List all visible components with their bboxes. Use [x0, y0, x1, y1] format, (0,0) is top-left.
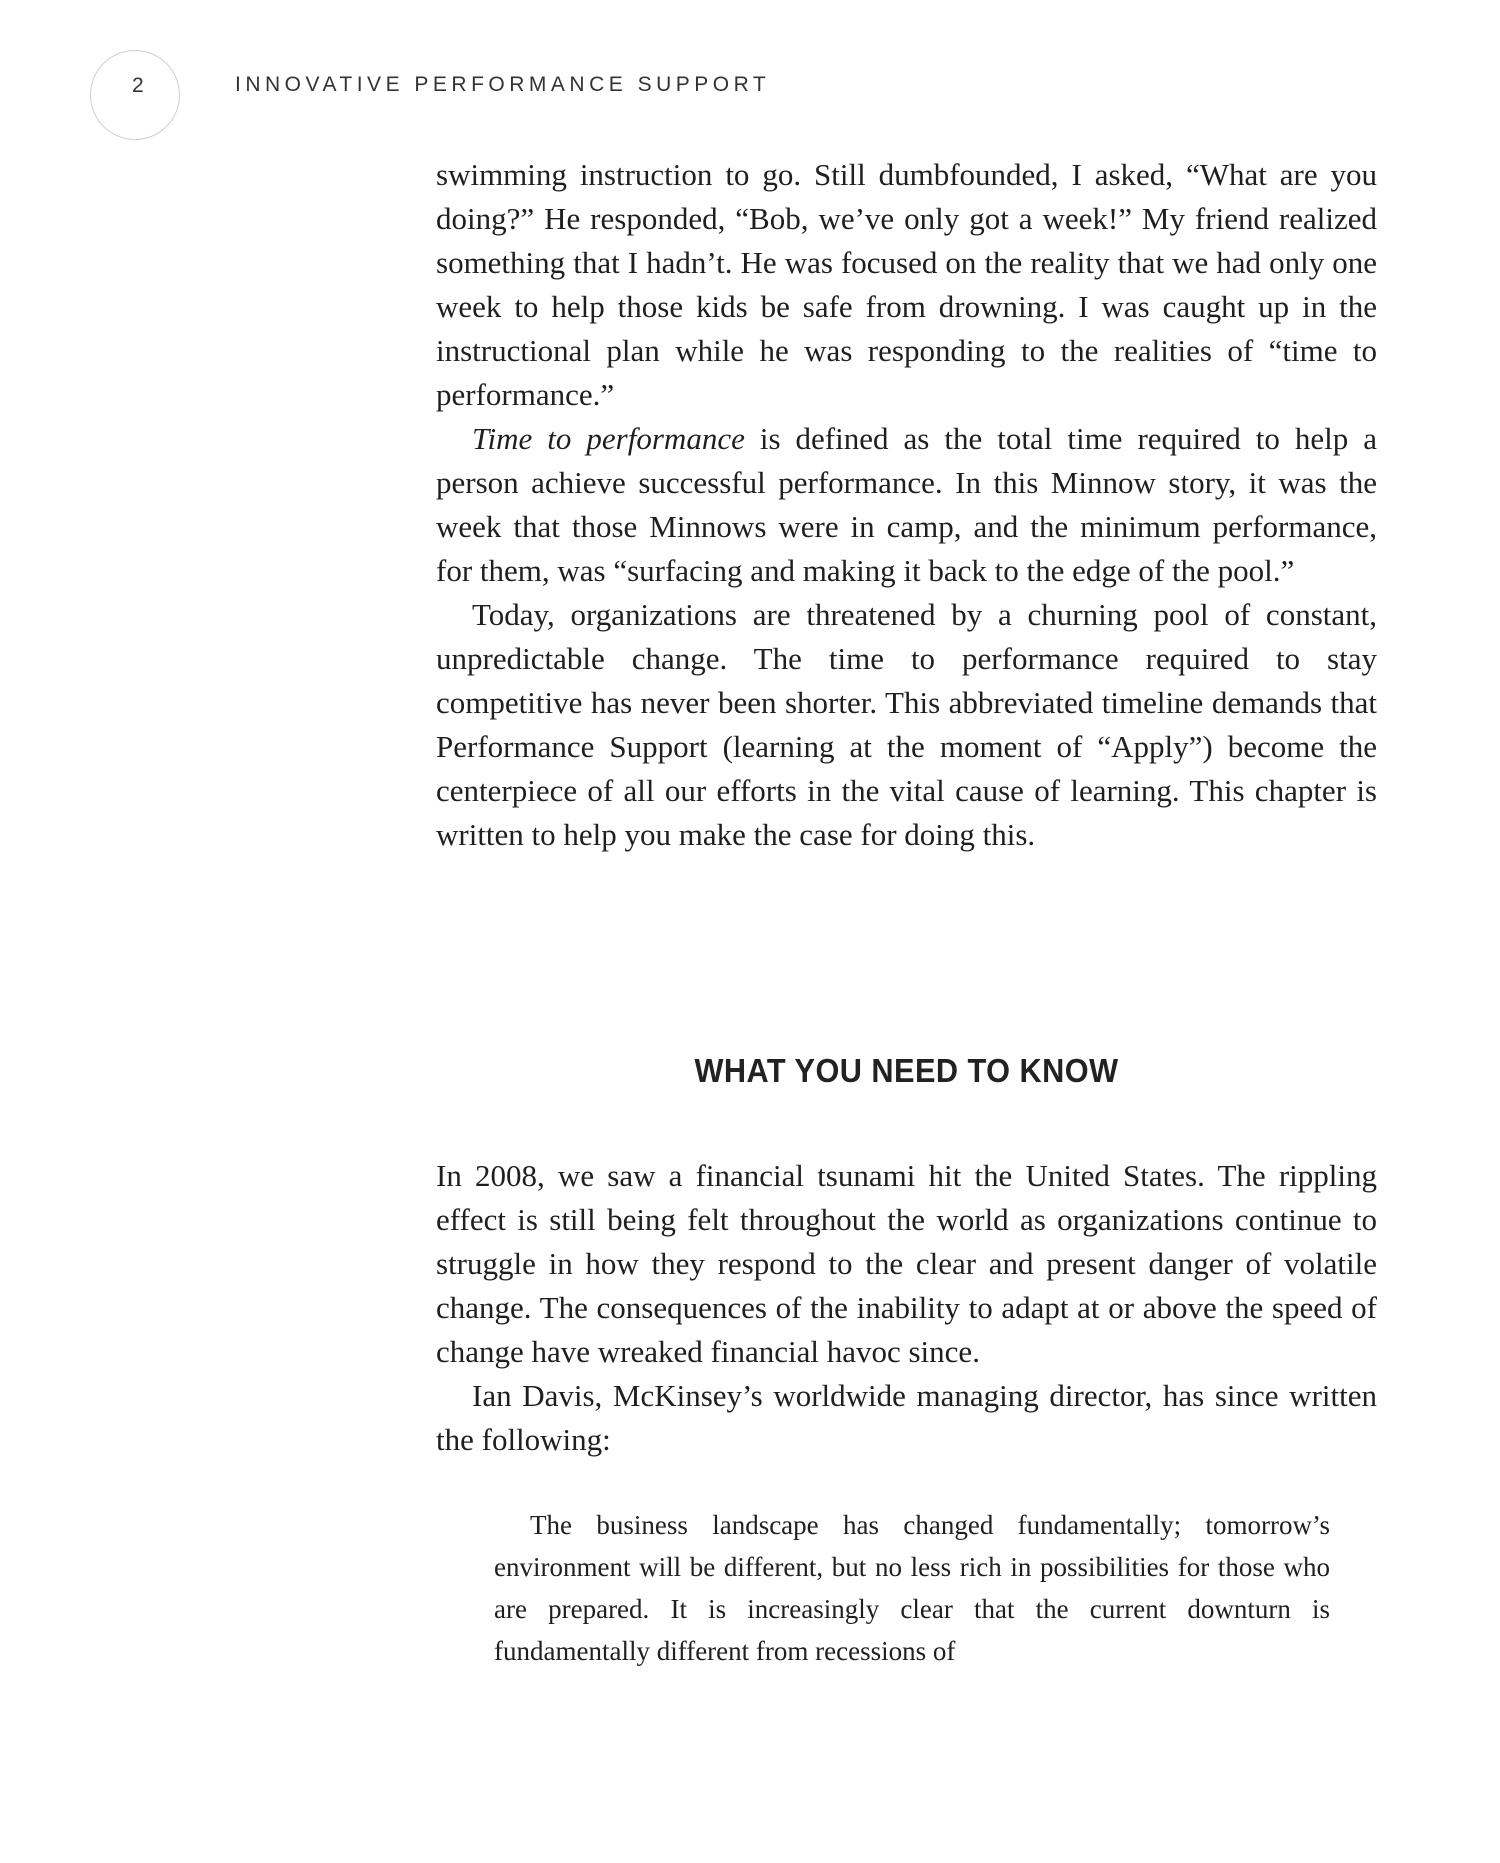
section-text-block — [436, 1154, 1377, 1462]
block-quote: The business landscape has changed fundamentally; tomorrow’s environment will be different, but no less rich in possibilities for those who are prepared. It is increasingly clear that the current downturn is fundamentally different from recessions of — [494, 1510, 1330, 1666]
section-heading: WHAT YOU NEED TO KNOW — [694, 1052, 1119, 1089]
paragraph-time-to-performance — [436, 417, 1377, 593]
running-header: INNOVATIVE PERFORMANCE SUPPORT — [235, 73, 771, 96]
paragraph-definition: is defined as the total time required to help a person achieve successful performance. In this Minnow story, it was the week that those Minnows were in camp, and the minimum performance, for them, was “surfacing and making it back to the edge of the pool.” — [436, 421, 1378, 588]
intro-text-block — [436, 153, 1377, 857]
paragraph-organizations: Today, organizations are threatened by a churning pool of constant, unpredictable change. The time to performance required to stay competitive has never been shorter. This abbreviated timeline demands that Performance Support (learning at the moment of “Apply”) become the centerpiece of all our efforts in the vital cause of learning. This chapter is written to help you make the case for doing this. — [436, 597, 1377, 852]
page-number: 2 — [132, 74, 144, 97]
term-time-to-performance: Time to performance — [472, 421, 745, 456]
paragraph-ian-davis: Ian Davis, McKinsey’s worldwide managing director, has since written the following: — [436, 1378, 1377, 1457]
paragraph-tsunami: In 2008, we saw a financial tsunami hit the United States. The rippling effect is still being felt throughout the world as organizations continue to struggle in how they respond to the clear and present danger of volatile change. The consequences of the inability to adapt at or above the speed of change have wreaked financial havoc since. — [436, 1158, 1377, 1369]
paragraph-swimming: swimming instruction to go. Still dumbfounded, I asked, “What are you doing?” He responded, “Bob, we’ve only got a week!” My friend realized something that I hadn’t. He was focused on the reality that we had only one week to help those kids be safe from drowning. I was caught up in the instructional plan while he was responding to the realities of “time to performance.” — [436, 157, 1377, 412]
